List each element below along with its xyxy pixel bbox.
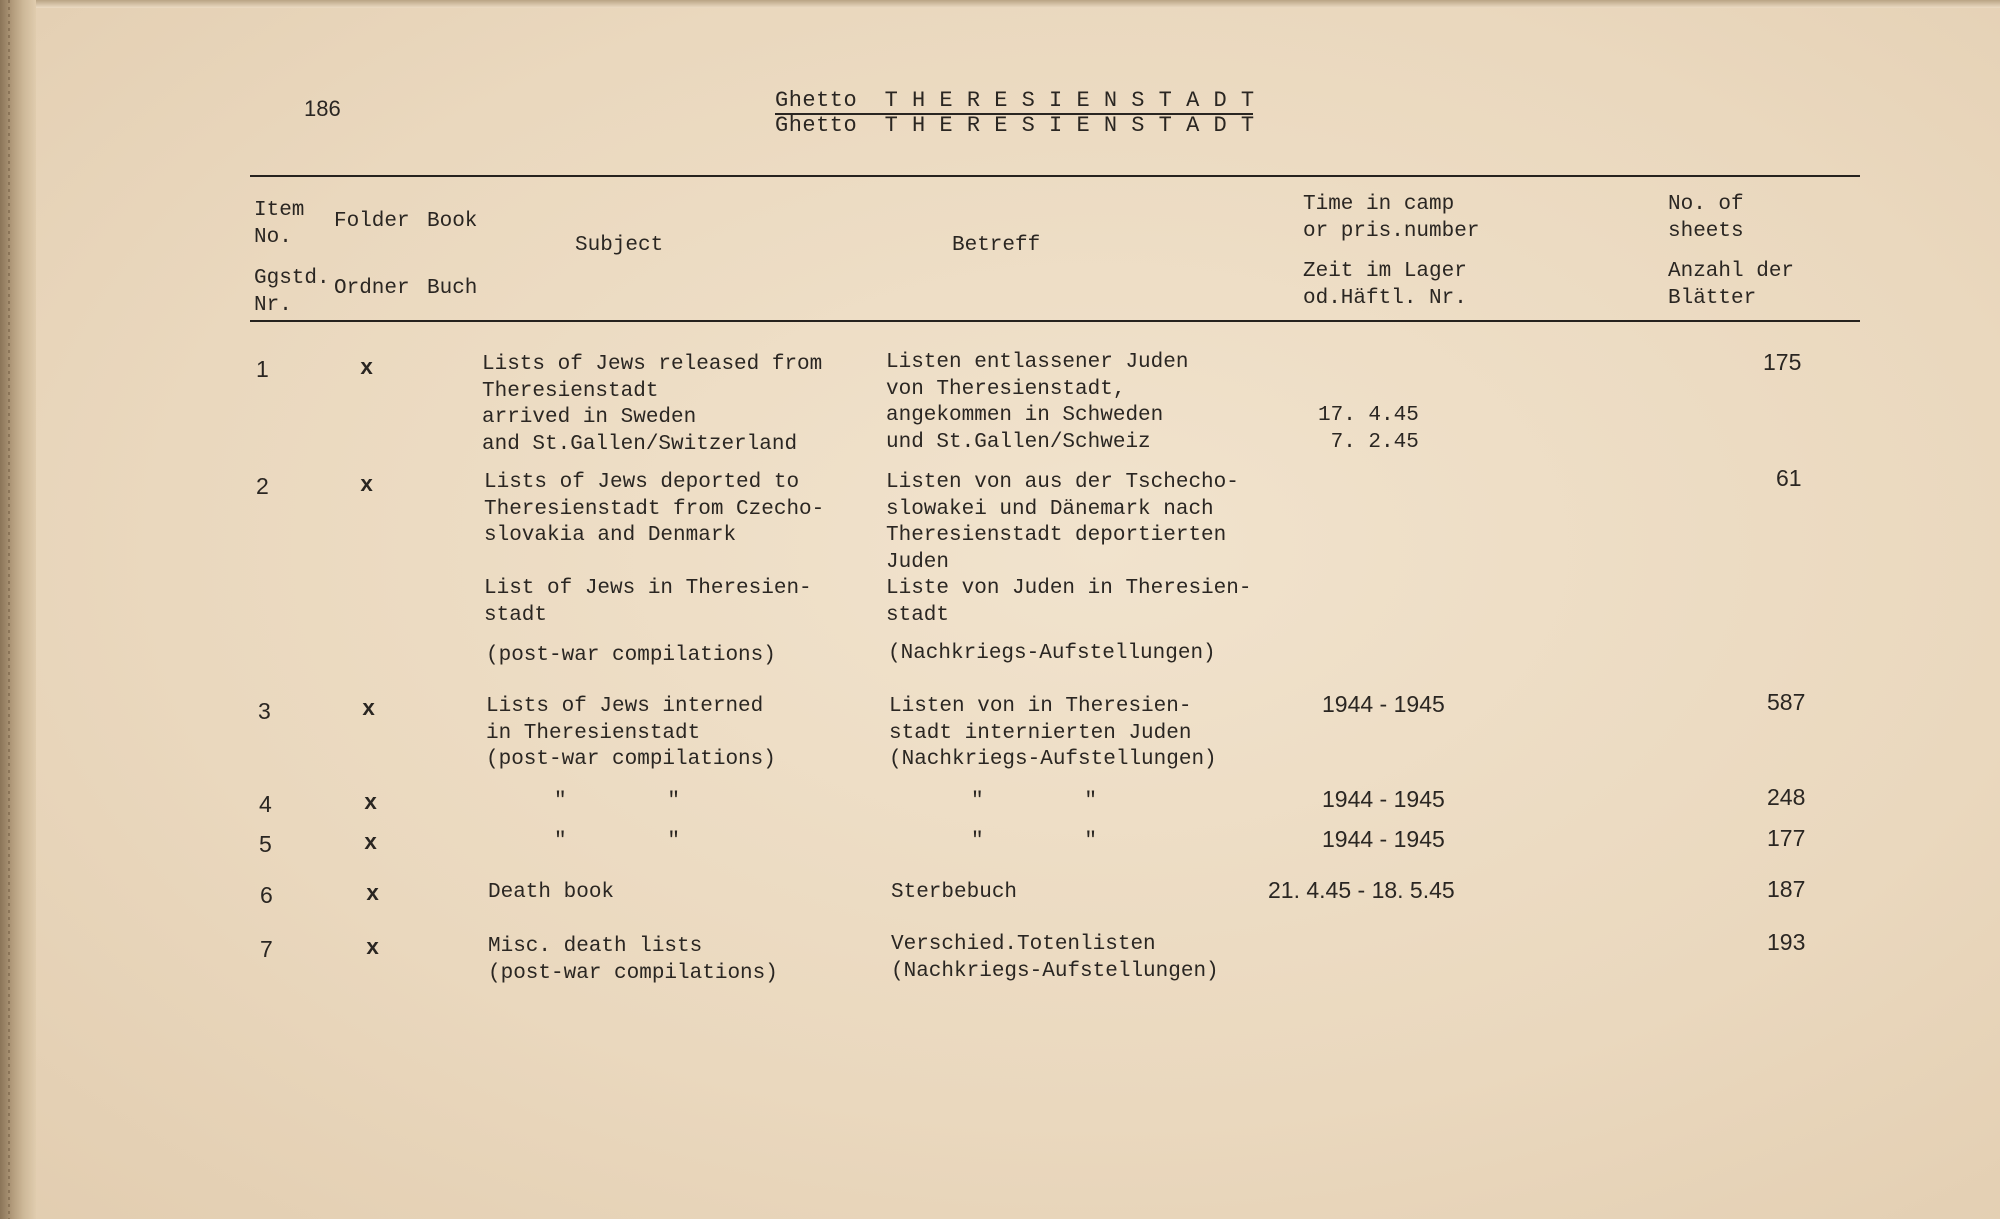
item-number: 4 (259, 791, 272, 817)
subject-cell: Misc. death lists (post-war compilations) (488, 935, 778, 985)
sheets-cell: 177 (1767, 825, 1806, 851)
table-top-rule (250, 175, 1860, 177)
folder-mark: x (362, 697, 376, 722)
sheets-cell: 187 (1767, 876, 1806, 902)
time-cell: 21. 4.45 - 18. 5.45 (1268, 877, 1455, 903)
betreff-cell: Listen von aus der Tschecho- slowakei und Dänemark nach Theresienstadt deportierten Juden Liste von Juden in Theresien- stadt (886, 471, 1252, 627)
sheets-cell: 248 (1767, 784, 1806, 810)
page-top-edge (36, 0, 2000, 8)
folder-mark: x (364, 831, 378, 856)
sheets-cell: 175 (1763, 349, 1802, 375)
time-cell: 1944 - 1945 (1322, 691, 1445, 717)
header-ordner: Ordner (334, 277, 410, 300)
subject-ditto: " " (554, 830, 681, 853)
folder-mark: x (366, 936, 380, 961)
page-title: Ghetto T H E R E S I E N S T A D T (775, 88, 1255, 113)
table-header-rule (250, 320, 1860, 322)
betreff-cell: Listen entlassener Juden von Theresienstadt, angekommen in Schweden und St.Gallen/Schweiz (886, 351, 1189, 454)
folder-mark: x (364, 791, 378, 816)
subject-cell: Death book (488, 881, 615, 904)
subject-cell: Lists of Jews interned in Theresienstadt (post-war compilations) (486, 695, 776, 771)
header-subject: Subject (575, 234, 664, 257)
time-cell: 1944 - 1945 (1322, 786, 1445, 812)
header-no-of-sheets: No. of sheets (1668, 193, 1744, 243)
item-number: 3 (258, 698, 271, 724)
book-binding (0, 0, 36, 1219)
time-cell: 1944 - 1945 (1322, 826, 1445, 852)
betreff-cell: Verschied.Totenlisten (Nachkriegs-Aufstellungen) (891, 933, 1219, 983)
time-cell: 17. 4.45 7. 2.45 (1318, 404, 1419, 454)
betreff-cell: Sterbebuch (891, 881, 1018, 904)
sheets-cell: 193 (1767, 929, 1806, 955)
subject-cell-2: List of Jews in Theresien- stadt (484, 577, 812, 627)
header-buch: Buch (427, 277, 478, 300)
betreff-cell: Listen von in Theresien- stadt internierten Juden (Nachkriegs-Aufstellungen) (889, 695, 1217, 771)
folder-mark: x (360, 473, 374, 498)
subject-ditto: " " (554, 790, 681, 813)
sheets-cell: 61 (1776, 465, 1802, 491)
header-item-no: Item No. (254, 199, 305, 249)
header-book: Book (427, 210, 478, 233)
betreff-ditto: " " (971, 790, 1098, 813)
subject-cell: Lists of Jews released from Theresienstadt arrived in Sweden and St.Gallen/Switzerland (482, 353, 823, 456)
sheets-cell: 587 (1767, 689, 1806, 715)
folder-mark: x (360, 356, 374, 381)
header-anzahl-der-blaetter: Anzahl der Blätter (1668, 260, 1795, 310)
header-zeit-im-lager: Zeit im Lager od.Häftl. Nr. (1303, 260, 1467, 310)
item-number: 5 (259, 831, 272, 857)
header-betreff: Betreff (952, 234, 1041, 257)
folder-mark: x (366, 882, 380, 907)
item-number: 7 (260, 936, 273, 962)
header-folder: Folder (334, 210, 410, 233)
betreff-cell-2: (Nachkriegs-Aufstellungen) (888, 642, 1216, 665)
header-time-in-camp: Time in camp or pris.number (1303, 193, 1480, 243)
page-number: 186 (304, 96, 341, 121)
item-number: 6 (260, 882, 273, 908)
subject-cell-3: (post-war compilations) (486, 644, 776, 667)
page-title-repeat: Ghetto T H E R E S I E N S T A D T (775, 113, 1255, 138)
item-number: 2 (256, 473, 269, 499)
betreff-ditto: " " (971, 830, 1098, 853)
subject-cell: Lists of Jews deported to Theresienstadt from Czecho- slovakia and Denmark (484, 471, 825, 547)
header-ggstd-nr: Ggstd. Nr. (254, 267, 330, 317)
item-number: 1 (256, 356, 269, 382)
